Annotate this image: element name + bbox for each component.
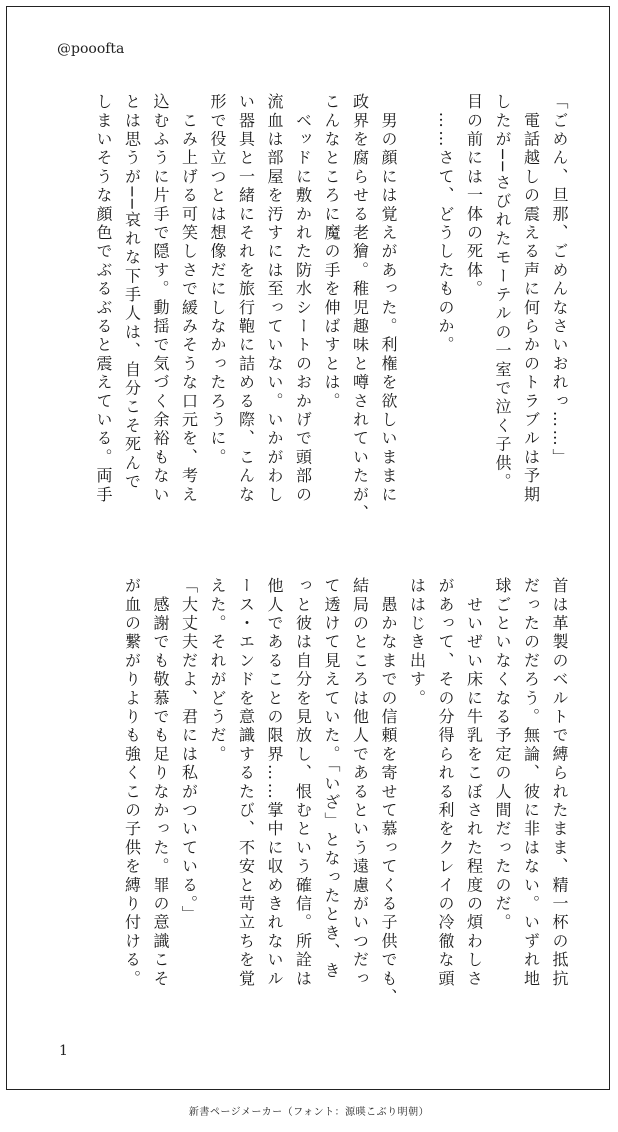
text-block-lower (47, 577, 573, 1008)
text-line: こんなところに魔の手を伸ばすとは。 (322, 93, 341, 411)
text-line: 電話越しの震える声に何らかのトラブルは予期 (521, 93, 541, 505)
text-line (402, 93, 431, 557)
text-line: 目の前には一体の死体。 (464, 93, 484, 299)
text-line: て透けて見えていた。「いざ」となったとき、き (322, 577, 341, 981)
text-line: 込むふうに片手で隠す。動揺で気づく余裕もない (151, 93, 170, 505)
text-line: 球ごといなくなる予定の人間だったのだ。 (493, 577, 512, 933)
text-line: っと彼は自分を見放し、恨むという確信。所詮は (293, 577, 313, 989)
text-line: が血の繋がりよりも強くこの子供を縛り付ける。 (122, 577, 142, 989)
page-number: 1 (59, 1043, 68, 1059)
text-line: とは思うが──哀れな下手人は、自分こそ死んで (122, 93, 142, 492)
text-line: 結局のところは他人であるという遠慮がいつだっ (350, 577, 370, 989)
text-line: したが──さびれたモーテルの一室で泣く子供。 (493, 93, 512, 492)
text-line: 形で役立つとは想像だにしなかったろうに。 (208, 93, 227, 467)
text-line: 愚かなまでの信頼を寄せて慕ってくる子供でも、 (379, 577, 398, 1008)
text-line: こみ上げる可笑しさで緩みそうな口元を、考え (179, 93, 199, 505)
book-page (6, 6, 610, 1090)
text-line: 「大丈夫だよ、君には私がついている。」 (179, 577, 199, 925)
text-line: えた。それがどうだ。 (208, 577, 227, 764)
text-line: 政界を腐らせる老獪。稚児趣味と噂されていたが、 (350, 93, 370, 524)
text-line: 「ごめん、旦那、ごめんなさいおれっ……」 (550, 93, 569, 467)
author-handle: @pooofta (57, 41, 125, 57)
text-line: い器具と一緒にそれを旅行鞄に詰める際、こんな (236, 93, 256, 505)
footer-caption: 新書ページメーカー（フォント：源暎こぶり明朝） (188, 1107, 430, 1118)
text-line: しまいそうな顔色でぶるぶると震えている。両手 (94, 93, 113, 505)
text-line: ははじき出す。 (407, 577, 427, 708)
text-line: ース・エンドを意識するたび、不安と苛立ちを覚 (236, 577, 256, 989)
text-line: 他人であることの限界……掌中に収めきれないル (265, 577, 284, 989)
text-line: 感謝でも敬慕でも足りなかった。罪の意識こそ (151, 577, 170, 989)
text-line: ベッドに敷かれた防水シートのおかげで頭部の (293, 93, 313, 505)
text-line: があって、その分得られる利をクレイの冷徹な頭 (436, 577, 455, 989)
text-line: 首は革製のベルトで縛られたまま、精一杯の抵抗 (550, 577, 569, 989)
text-line: 男の顔には覚えがあった。利権を欲しいままに (379, 93, 398, 505)
text-line: だったのだろう。無論、彼に非はない。いずれ地 (521, 577, 541, 989)
text-line: 流血は部屋を汚すには至っていない。いかがわし (265, 93, 284, 505)
text-line: せいぜい床に牛乳をこぼされた程度の煩わしさ (464, 577, 484, 989)
text-line: ……さて、どうしたものか。 (436, 93, 455, 355)
text-block-upper (47, 93, 573, 557)
